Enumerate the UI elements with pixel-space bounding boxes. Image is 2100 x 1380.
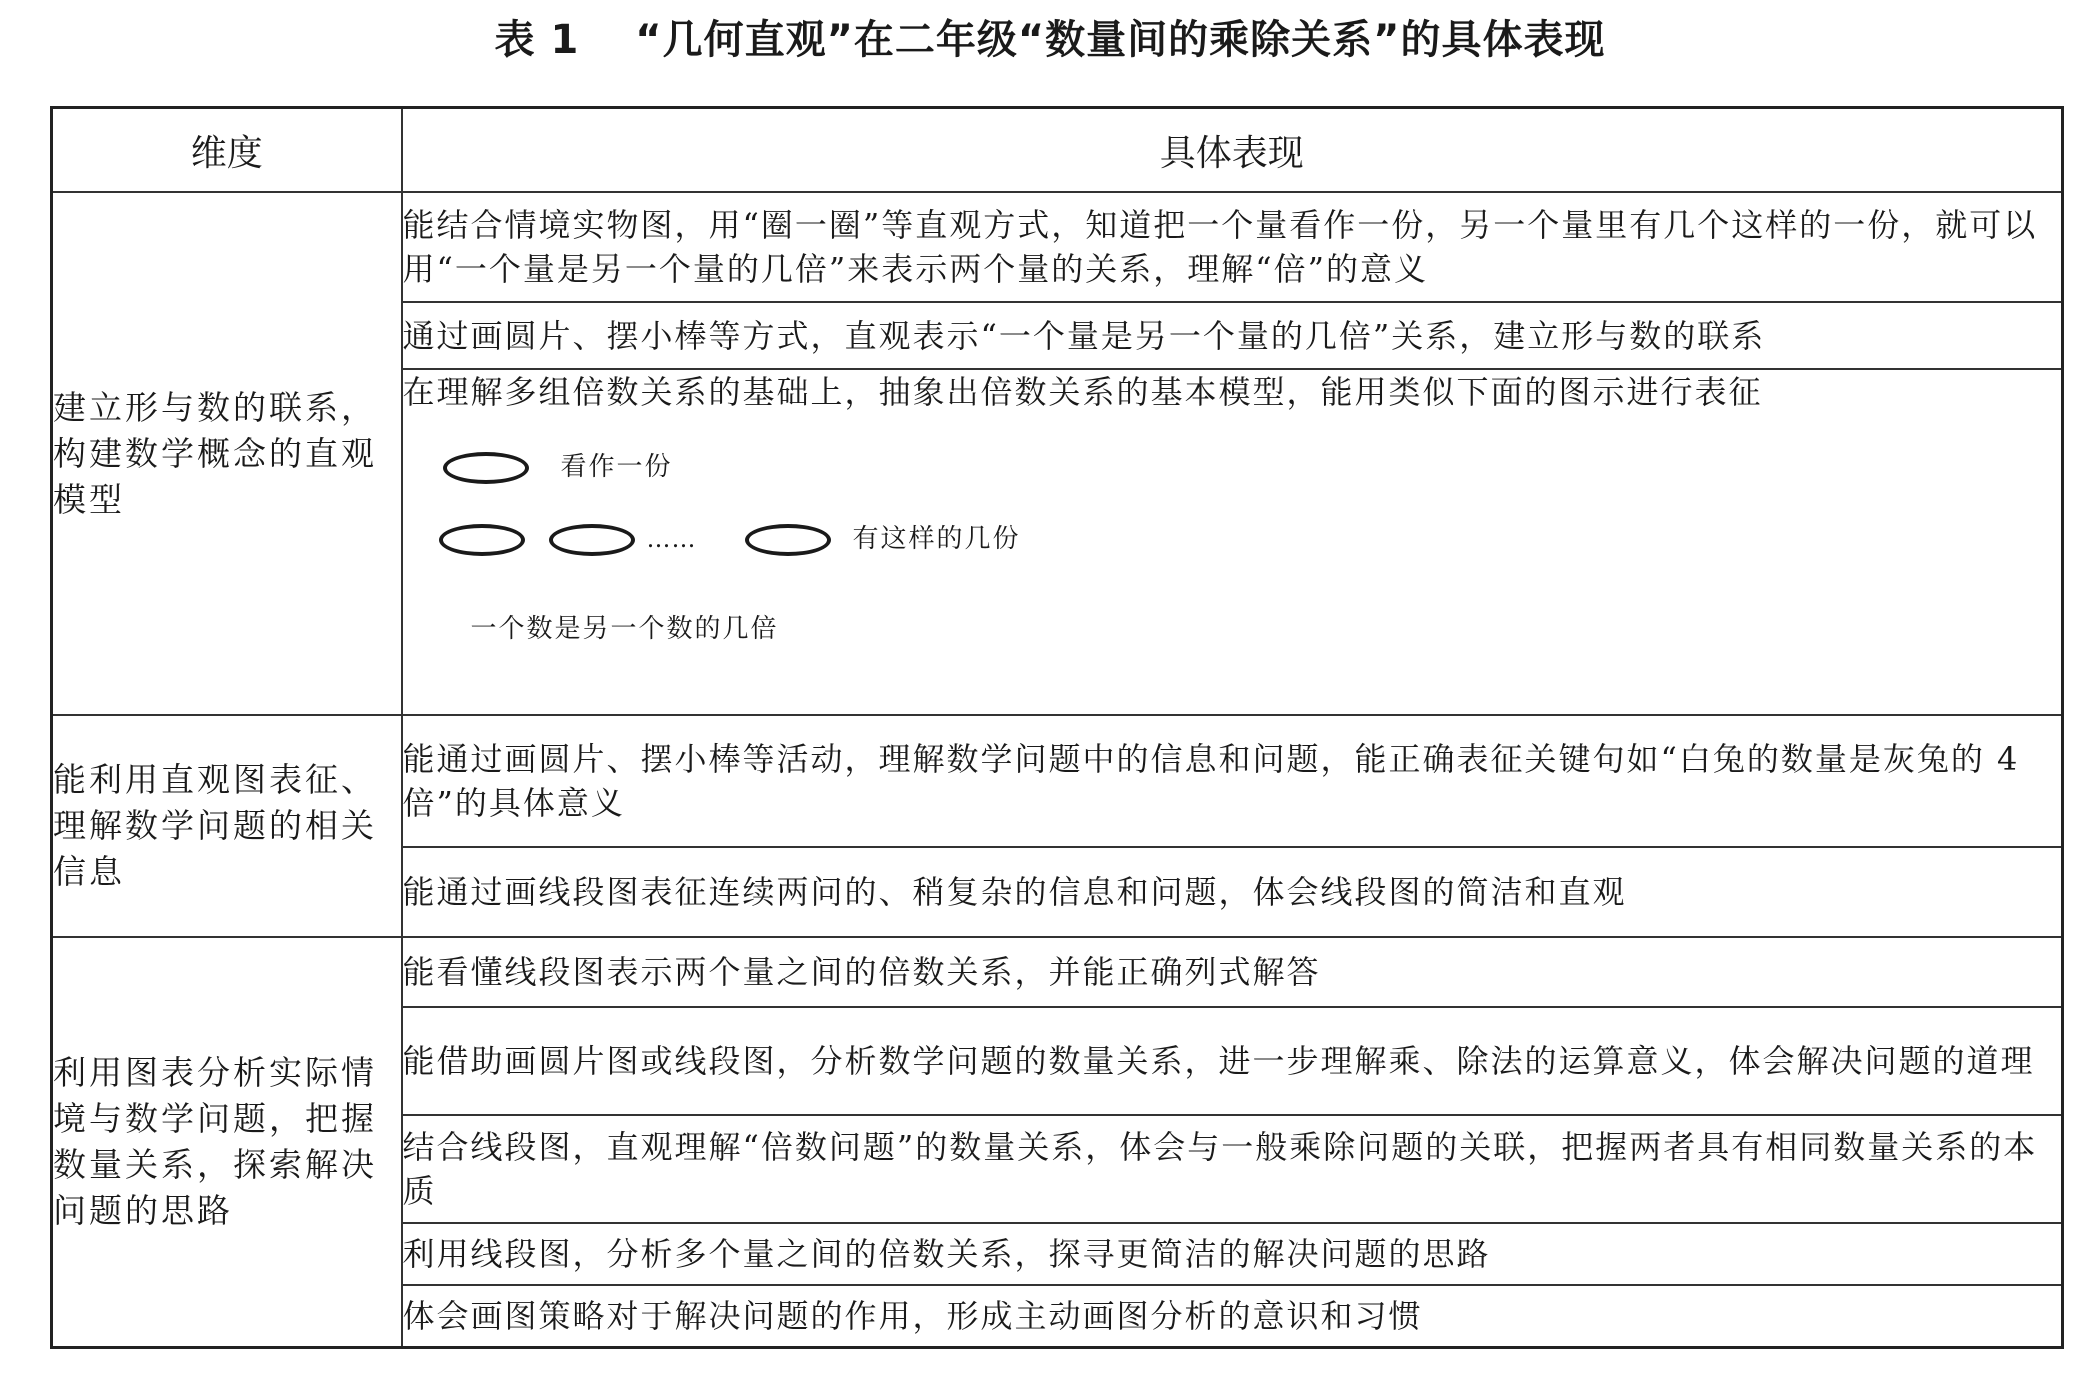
- table-title: “几何直观”在二年级“数量间的乘除关系”的具体表现: [635, 17, 1606, 63]
- header-row: [52, 108, 2063, 193]
- table-row: [52, 937, 2063, 1007]
- header-performance: 具体表现: [402, 108, 2063, 193]
- performance-cell: 能结合情境实物图，用“圈一圈”等直观方式，知道把一个量看作一份，另一个量里有几个这样的一份，就可以用“一个量是另一个量的几倍”来表示两个量的关系，理解“倍”的意义: [402, 192, 2063, 302]
- dimension-cell-2: 能利用直观图表征、理解数学问题的相关信息: [52, 715, 402, 937]
- part-oval-1: [439, 524, 525, 556]
- header-dimension: 维度: [52, 108, 402, 193]
- dimension-cell-3: 利用图表分析实际情境与数学问题，把握数量关系，探索解决问题的思路: [52, 937, 402, 1347]
- table-row: [52, 715, 2063, 847]
- performance-cell: 结合线段图，直观理解“倍数问题”的数量关系，体会与一般乘除问题的关联，把握两者具有相同数量关系的本质: [402, 1115, 2063, 1223]
- table-number: 表 1: [494, 17, 580, 63]
- table-row: [52, 192, 2063, 302]
- performance-cell: 通过画圆片、摆小棒等方式，直观表示“一个量是另一个量的几倍”关系，建立形与数的联系: [402, 302, 2063, 369]
- performance-cell: 利用线段图，分析多个量之间的倍数关系，探寻更简洁的解决问题的思路: [402, 1223, 2063, 1285]
- part-oval-n: [745, 524, 831, 556]
- performance-cell: 体会画图策略对于解决问题的作用，形成主动画图分析的意识和习惯: [402, 1285, 2063, 1347]
- label-several-parts: 有这样的几份: [852, 524, 1021, 554]
- performance-cell: 能看懂线段图表示两个量之间的倍数关系，并能正确列式解答: [402, 937, 2063, 1007]
- part-oval-2: [549, 524, 635, 556]
- table-caption: [0, 10, 2100, 70]
- performance-cell: 能通过画圆片、摆小棒等活动，理解数学问题中的信息和问题，能正确表征关键句如“白兔的数量是灰兔的 4 倍”的具体意义: [402, 715, 2063, 847]
- model-caption: 一个数是另一个数的几倍: [470, 614, 779, 644]
- multiple-model-diagram: [403, 414, 2062, 714]
- label-one-part: 看作一份: [560, 452, 673, 482]
- model-cell: [402, 369, 2063, 715]
- performance-text: 在理解多组倍数关系的基础上，抽象出倍数关系的基本模型，能用类似下面的图示进行表征: [402, 373, 1763, 411]
- performance-table: [50, 106, 2064, 1349]
- unit-oval: [443, 452, 529, 484]
- dimension-cell-1: 建立形与数的联系，构建数学概念的直观模型: [52, 192, 402, 715]
- performance-cell: 能借助画圆片图或线段图，分析数学问题的数量关系，进一步理解乘、除法的运算意义，体会解决问题的道理: [402, 1007, 2063, 1115]
- performance-cell: 能通过画线段图表征连续两问的、稍复杂的信息和问题，体会线段图的简洁和直观: [402, 847, 2063, 937]
- ellipsis-dots: ……: [646, 525, 697, 553]
